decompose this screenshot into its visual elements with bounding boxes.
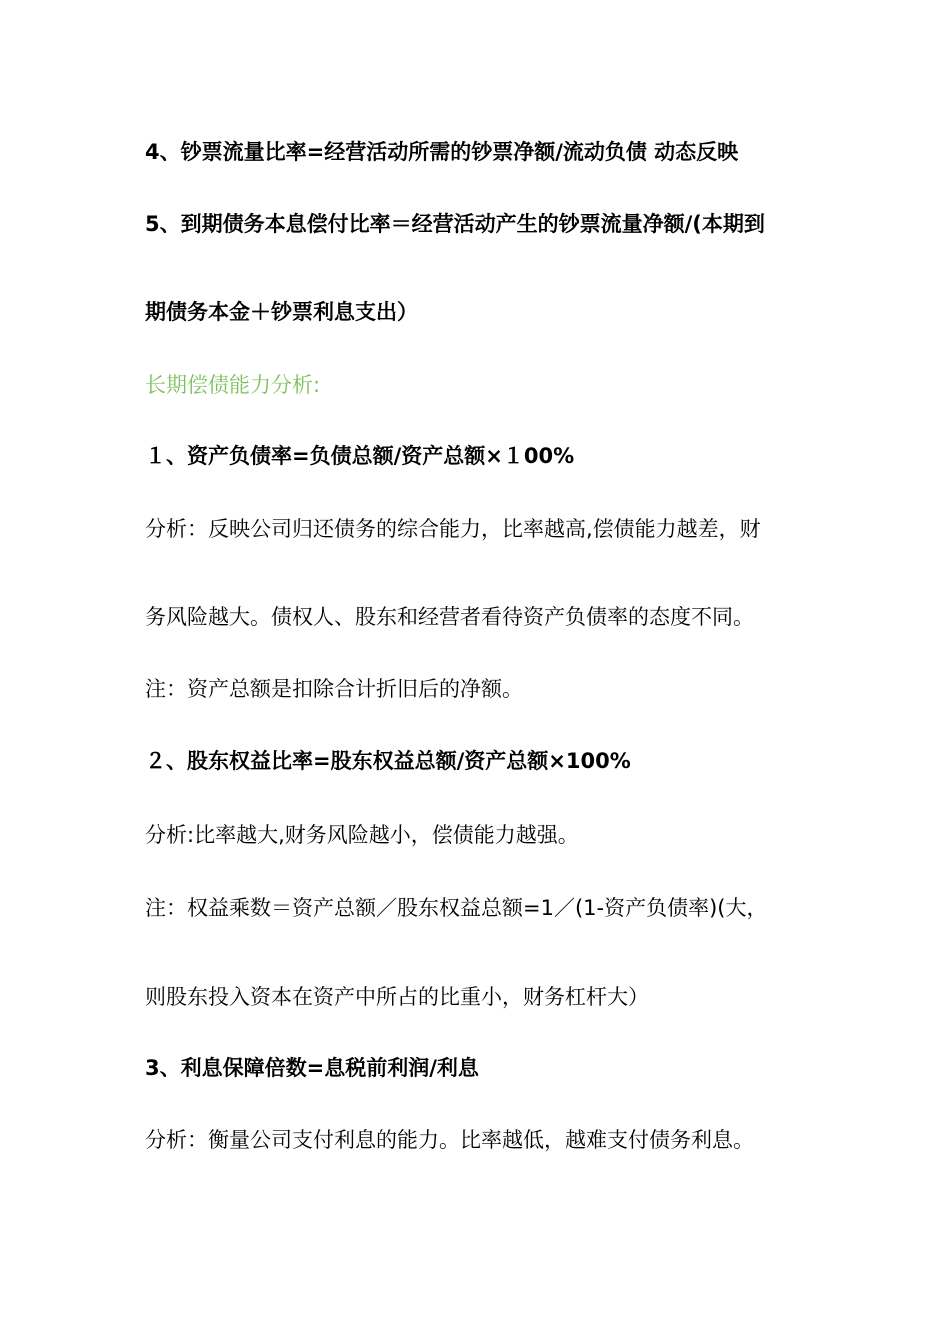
- ratio-3-interest-coverage: 3、利息保障倍数=息税前利润/利息: [145, 1056, 479, 1080]
- analysis-1-line1: 分析：反映公司归还债务的综合能力，比率越高,偿债能力越差，财: [145, 517, 761, 541]
- note-2-line2: 则股东投入资本在资产中所占的比重小，财务杠杆大）: [145, 985, 649, 1009]
- analysis-2: 分析:比率越大,财务风险越小，偿债能力越强。: [145, 823, 579, 847]
- ratio-4-cashflow-ratio: 4、钞票流量比率=经营活动所需的钞票净额/流动负债 动态反映: [145, 140, 739, 164]
- ratio-2-equity-ratio: ２、股东权益比率=股东权益总额/资产总额×100%: [145, 749, 631, 773]
- ratio-5-debt-coverage-line2: 期债务本金＋钞票利息支出）: [145, 300, 418, 324]
- ratio-5-debt-coverage-line1: 5、到期债务本息偿付比率＝经营活动产生的钞票流量净额/(本期到: [145, 212, 765, 236]
- note-1: 注：资产总额是扣除合计折旧后的净额。: [145, 677, 523, 701]
- section-heading-long-term-solvency: 长期偿债能力分析:: [145, 373, 321, 397]
- analysis-1-line2: 务风险越大。债权人、股东和经营者看待资产负债率的态度不同。: [145, 605, 754, 629]
- analysis-3: 分析：衡量公司支付利息的能力。比率越低，越难支付债务利息。: [145, 1128, 754, 1152]
- note-2-line1: 注：权益乘数＝资产总额／股东权益总额=1／(1-资产负债率)(大，: [145, 896, 768, 920]
- ratio-1-debt-asset-ratio: １、资产负债率=负债总额/资产总额×１00%: [145, 444, 575, 468]
